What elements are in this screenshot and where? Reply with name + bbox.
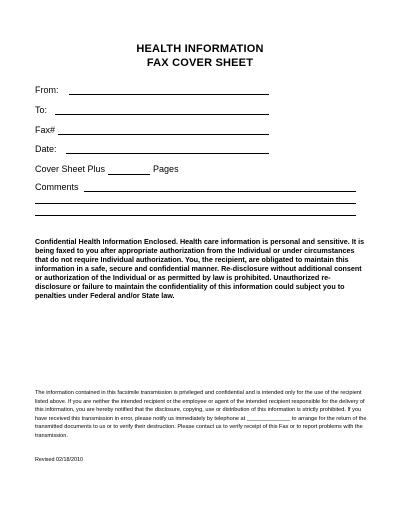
date-field	[35, 143, 57, 155]
cover-sheet-plus-field	[35, 163, 179, 175]
confidential-notice: Confidential Health Information Enclosed. Health care information is personal and sensitive. It is being faxed to you after appropriate authorization from the Individual or under circumstances that do not require Individual authorization. You, the recipient, are obligated to maintain this information in a safe, secure and confidential manner. Re-disclosure without additional consent or authorization of the Individual or as permitted by law is prohibited. Unauthorized re-disclosure or failure to maintain the confidentiality of this information could subject you to penalties under Federal and/or State law.	[35, 237, 365, 300]
comments-line-1[interactable]	[84, 191, 356, 192]
comments-line-2[interactable]	[35, 203, 356, 204]
fax-label: Fax#	[35, 125, 56, 135]
pages-label: Pages	[153, 164, 179, 174]
from-field	[35, 84, 59, 96]
transmission-disclaimer: The information contained in this facsimile transmission is privileged and confidential and is intended only for the use of the recipient listed above. If you are neither the intended recipient or the employee or agent of the intended recipient responsible for the delivery of this information, you are hereby notified that the disclosure, copying, use or distribution of this information is strictly prohibited. If you have received this transmission in error, please notify us immediately by telephone at ______________ to arrange for the return of the transmitted documents to us or to verify their destruction. Please contact us to verify receipt of this Fax or to report problems with the transmission.	[35, 390, 367, 439]
page-count-blank[interactable]	[108, 165, 150, 175]
cover-sheet-plus-label: Cover Sheet Plus	[35, 164, 106, 174]
to-line[interactable]	[55, 114, 269, 115]
document-subtitle: FAX COVER SHEET	[146, 57, 254, 69]
comments-label: Comments	[35, 182, 79, 192]
to-field	[35, 104, 47, 116]
from-line[interactable]	[69, 94, 269, 95]
fax-line[interactable]	[58, 134, 269, 135]
date-label: Date:	[35, 144, 57, 154]
from-label: From:	[35, 85, 59, 95]
revised-date: Revised 02/18/2010	[35, 457, 83, 463]
comments-field	[35, 181, 79, 193]
comments-line-3[interactable]	[35, 215, 356, 216]
to-label: To:	[35, 105, 48, 115]
document-title: HEALTH INFORMATION	[136, 43, 264, 55]
date-line[interactable]	[66, 153, 269, 154]
fax-field	[35, 124, 55, 136]
